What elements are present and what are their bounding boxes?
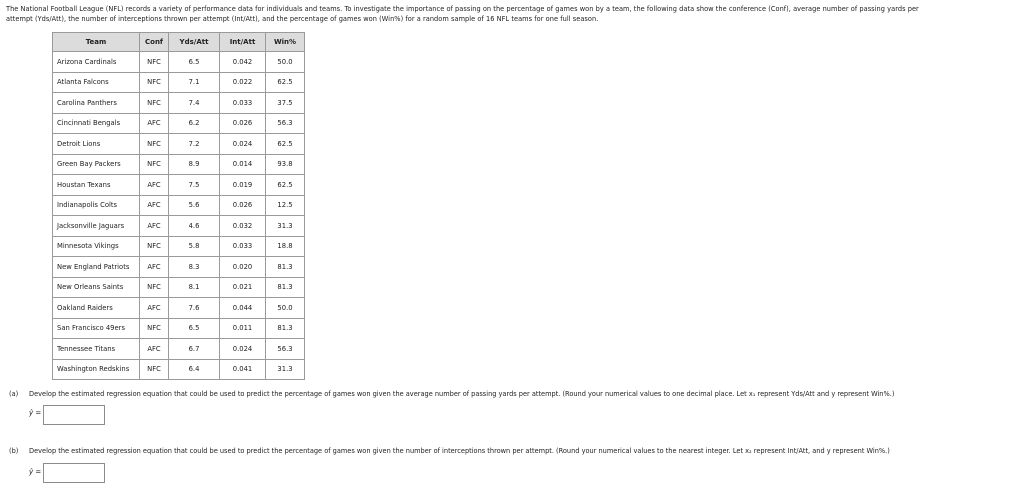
cell-yds-att: 7.1 (169, 72, 220, 93)
table-row (53, 113, 305, 134)
cell-win-pct: 31.3 (266, 359, 305, 380)
table-row (53, 318, 305, 339)
cell-int-att: 0.019 (220, 175, 266, 196)
cell-win-pct: 56.3 (266, 339, 305, 360)
cell-yds-att: 7.2 (169, 134, 220, 155)
table-row (53, 72, 305, 93)
cell-int-att: 0.020 (220, 257, 266, 278)
cell-team: Cincinnati Bengals (53, 113, 140, 134)
cell-team: Houstan Texans (53, 175, 140, 196)
question-a (9, 390, 894, 398)
cell-win-pct: 37.5 (266, 93, 305, 114)
cell-team: Carolina Panthers (53, 93, 140, 114)
header-win-pct: Win% (266, 33, 305, 52)
cell-yds-att: 7.4 (169, 93, 220, 114)
table-row (53, 134, 305, 155)
cell-yds-att: 8.1 (169, 277, 220, 298)
question-a-text: Develop the estimated regression equation that could be used to predict the percentage of games won given the average number of passing yards per attempt. (Round your numerical values to one decimal place. Let x₁ represent Yds/Att and y represent Win%.) (29, 390, 895, 398)
header-yds-att: Yds/Att (169, 33, 220, 52)
table-body (53, 52, 305, 380)
cell-yds-att: 6.4 (169, 359, 220, 380)
cell-team: Detroit Lions (53, 134, 140, 155)
cell-conf: AFC (140, 195, 169, 216)
table-row (53, 195, 305, 216)
cell-conf: AFC (140, 298, 169, 319)
cell-yds-att: 5.6 (169, 195, 220, 216)
cell-int-att: 0.021 (220, 277, 266, 298)
cell-team: Minnesota Vikings (53, 236, 140, 257)
table-row (53, 298, 305, 319)
cell-team: San Francisco 49ers (53, 318, 140, 339)
table-row (53, 359, 305, 380)
cell-conf: NFC (140, 72, 169, 93)
cell-win-pct: 50.0 (266, 52, 305, 73)
cell-conf: NFC (140, 359, 169, 380)
cell-conf: NFC (140, 236, 169, 257)
cell-conf: AFC (140, 257, 169, 278)
question-b (9, 447, 890, 455)
cell-team: Oakland Raiders (53, 298, 140, 319)
cell-win-pct: 31.3 (266, 216, 305, 237)
question-b-label: (b) (9, 447, 19, 455)
cell-int-att: 0.022 (220, 72, 266, 93)
answer-b-prefix: ŷ = (29, 468, 42, 476)
cell-conf: NFC (140, 134, 169, 155)
cell-win-pct: 81.3 (266, 318, 305, 339)
cell-win-pct: 56.3 (266, 113, 305, 134)
cell-team: Washington Redskins (53, 359, 140, 380)
table-row (53, 236, 305, 257)
cell-win-pct: 62.5 (266, 72, 305, 93)
answer-a-input[interactable] (43, 405, 105, 425)
cell-int-att: 0.026 (220, 113, 266, 134)
header-team: Team (53, 33, 140, 52)
table-row (53, 175, 305, 196)
cell-int-att: 0.044 (220, 298, 266, 319)
cell-win-pct: 81.3 (266, 277, 305, 298)
intro-line-1: The National Football League (NFL) records a variety of performance data for individuals and teams. To investigate the importance of passing on the percentage of games won by a team, the following data show the conference (Conf), average number of passing yards per (6, 5, 919, 13)
cell-yds-att: 8.9 (169, 154, 220, 175)
answer-b-input[interactable] (43, 463, 105, 483)
cell-int-att: 0.026 (220, 195, 266, 216)
cell-win-pct: 93.8 (266, 154, 305, 175)
question-b-text: Develop the estimated regression equation that could be used to predict the percentage of games won given the number of interceptions thrown per attempt. (Round your numerical values to the nearest integer. Let x₂ represent Int/Att, and y represent Win%.) (29, 447, 890, 455)
cell-team: Tennessee Titans (53, 339, 140, 360)
cell-win-pct: 12.5 (266, 195, 305, 216)
cell-int-att: 0.042 (220, 52, 266, 73)
cell-conf: NFC (140, 318, 169, 339)
table-row (53, 216, 305, 237)
cell-conf: NFC (140, 52, 169, 73)
cell-int-att: 0.024 (220, 339, 266, 360)
table-row (53, 339, 305, 360)
cell-conf: NFC (140, 277, 169, 298)
cell-team: Indianapolis Colts (53, 195, 140, 216)
header-conf: Conf (140, 33, 169, 52)
cell-int-att: 0.024 (220, 134, 266, 155)
cell-int-att: 0.011 (220, 318, 266, 339)
cell-team: Atlanta Falcons (53, 72, 140, 93)
table-row (53, 93, 305, 114)
cell-conf: AFC (140, 216, 169, 237)
cell-int-att: 0.014 (220, 154, 266, 175)
cell-team: Jacksonville Jaguars (53, 216, 140, 237)
cell-yds-att: 6.5 (169, 318, 220, 339)
cell-yds-att: 4.6 (169, 216, 220, 237)
cell-int-att: 0.041 (220, 359, 266, 380)
cell-team: Green Bay Packers (53, 154, 140, 175)
cell-int-att: 0.033 (220, 93, 266, 114)
cell-win-pct: 62.5 (266, 175, 305, 196)
table-row (53, 52, 305, 73)
cell-win-pct: 50.0 (266, 298, 305, 319)
cell-team: New England Patriots (53, 257, 140, 278)
cell-win-pct: 18.8 (266, 236, 305, 257)
cell-int-att: 0.032 (220, 216, 266, 237)
cell-team: New Orleans Saints (53, 277, 140, 298)
cell-yds-att: 6.7 (169, 339, 220, 360)
answer-a-prefix: ŷ = (29, 409, 42, 417)
table-row (53, 277, 305, 298)
intro-line-2: attempt (Yds/Att), the number of interceptions thrown per attempt (Int/Att), and the percentage of games won (Win%) for a random sample of 16 NFL teams for one full season. (6, 15, 599, 23)
header-int-att: Int/Att (220, 33, 266, 52)
table-row (53, 257, 305, 278)
cell-yds-att: 7.6 (169, 298, 220, 319)
problem-intro (6, 4, 1024, 24)
cell-win-pct: 81.3 (266, 257, 305, 278)
table-header-row (53, 33, 305, 52)
cell-conf: AFC (140, 113, 169, 134)
nfl-data-table (52, 32, 305, 380)
cell-conf: AFC (140, 339, 169, 360)
question-a-label: (a) (9, 390, 19, 398)
cell-team: Arizona Cardinals (53, 52, 140, 73)
table-row (53, 154, 305, 175)
cell-yds-att: 7.5 (169, 175, 220, 196)
cell-yds-att: 5.8 (169, 236, 220, 257)
cell-int-att: 0.033 (220, 236, 266, 257)
cell-yds-att: 6.5 (169, 52, 220, 73)
cell-win-pct: 62.5 (266, 134, 305, 155)
cell-yds-att: 8.3 (169, 257, 220, 278)
cell-yds-att: 6.2 (169, 113, 220, 134)
cell-conf: AFC (140, 175, 169, 196)
cell-conf: NFC (140, 93, 169, 114)
cell-conf: NFC (140, 154, 169, 175)
